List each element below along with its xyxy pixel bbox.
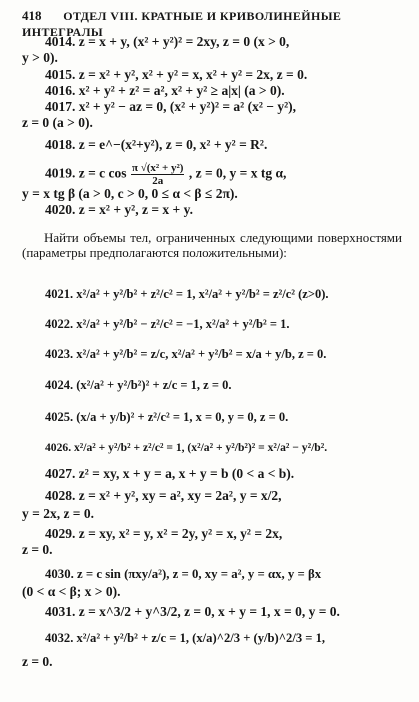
problem-4029-line2: z = 0. xyxy=(22,542,53,557)
page-number: 418 xyxy=(22,8,42,23)
fraction-numerator: π √(x² + y²) xyxy=(131,162,184,174)
problem-4022: 4022. x²/a² + y²/b² − z²/c² = −1, x²/a² + y²/b² = 1. xyxy=(45,317,290,331)
formula-text: z = c cos xyxy=(78,165,127,181)
problem-4015: 4015. z = x² + y², x² + y² = x, x² + y² = 2x, z = 0. xyxy=(45,67,308,82)
problem-4031: 4031. z = x^3/2 + y^3/2, z = 0, x + y = 1, x = 0, y = 0. xyxy=(45,604,340,619)
fraction-denominator: 2a xyxy=(152,175,164,187)
problem-4021: 4021. x²/a² + y²/b² + z²/c² = 1, x²/a² + y²/b² = z²/c² (z>0). xyxy=(45,287,329,301)
problem-4016: 4016. x² + y² + z² = a², x² + y² ≥ a|x| (a > 0). xyxy=(45,83,285,98)
problem-4029-line1: 4029. z = xy, x² = y, x² = 2y, y² = x, y² = 2x, xyxy=(45,526,283,541)
problem-4032-line2: z = 0. xyxy=(22,654,53,669)
problem-4023: 4023. x²/a² + y²/b² = z/c, x²/a² + y²/b² = x/a + y/b, z = 0. xyxy=(45,347,327,361)
problem-4018: 4018. z = e^−(x²+y²), z = 0, x² + y² = R². xyxy=(45,137,268,152)
section-intro: Найти объемы тел, ограниченных следующими поверхностями (параметры предполагаются положительными): xyxy=(22,230,402,260)
problem-4014-line1: 4014. z = x + y, (x² + y²)² = 2xy, z = 0 (x > 0, xyxy=(45,34,290,49)
problem-4026: 4026. x²/a² + y²/b² + z²/c² = 1, (x²/a² + y²/b²)² = x²/a² − y²/b². xyxy=(45,441,328,454)
problem-4030-line2: (0 < α < β; x > 0). xyxy=(22,584,121,599)
problem-4028-line2: y = 2x, z = 0. xyxy=(22,506,95,521)
problem-4017-line2: z = 0 (a > 0). xyxy=(22,115,93,130)
problem-4025: 4025. (x/a + y/b)² + z²/c² = 1, x = 0, y = 0, z = 0. xyxy=(45,410,289,424)
chapter-title: ОТДЕЛ VIII. КРАТНЫЕ И КРИВОЛИНЕЙНЫЕ ИНТЕГРАЛЫ xyxy=(22,9,342,39)
fraction xyxy=(131,162,185,187)
problem-4024: 4024. (x²/a² + y²/b²)² + z/c = 1, z = 0. xyxy=(45,378,232,392)
problem-4017-line1: 4017. x² + y² − az = 0, (x² + y²)² = a² (x² − y²), xyxy=(45,99,297,114)
formula-text: , z = 0, y = x tg α, xyxy=(188,165,287,181)
problem-4027: 4027. z² = xy, x + y = a, x + y = b (0 < a < b). xyxy=(45,466,295,481)
problem-4028-line1: 4028. z = x² + y², xy = a², xy = 2a², y = x/2, xyxy=(45,488,282,503)
problem-4030-line1: 4030. z = c sin (πxy/a²), z = 0, xy = a², y = αx, y = βx xyxy=(45,567,322,581)
problem-4014-line2: y > 0). xyxy=(22,50,58,65)
problem-4019-line1 xyxy=(45,162,409,187)
problem-number: 4019. xyxy=(45,165,76,181)
problem-4032-line1: 4032. x²/a² + y²/b² + z/c = 1, (x/a)^2/3 + (y/b)^2/3 = 1, xyxy=(45,631,326,645)
problem-4019-line2: y = x tg β (a > 0, c > 0, 0 ≤ α < β ≤ 2π). xyxy=(22,186,238,201)
problem-4020: 4020. z = x² + y², z = x + y. xyxy=(45,202,193,217)
